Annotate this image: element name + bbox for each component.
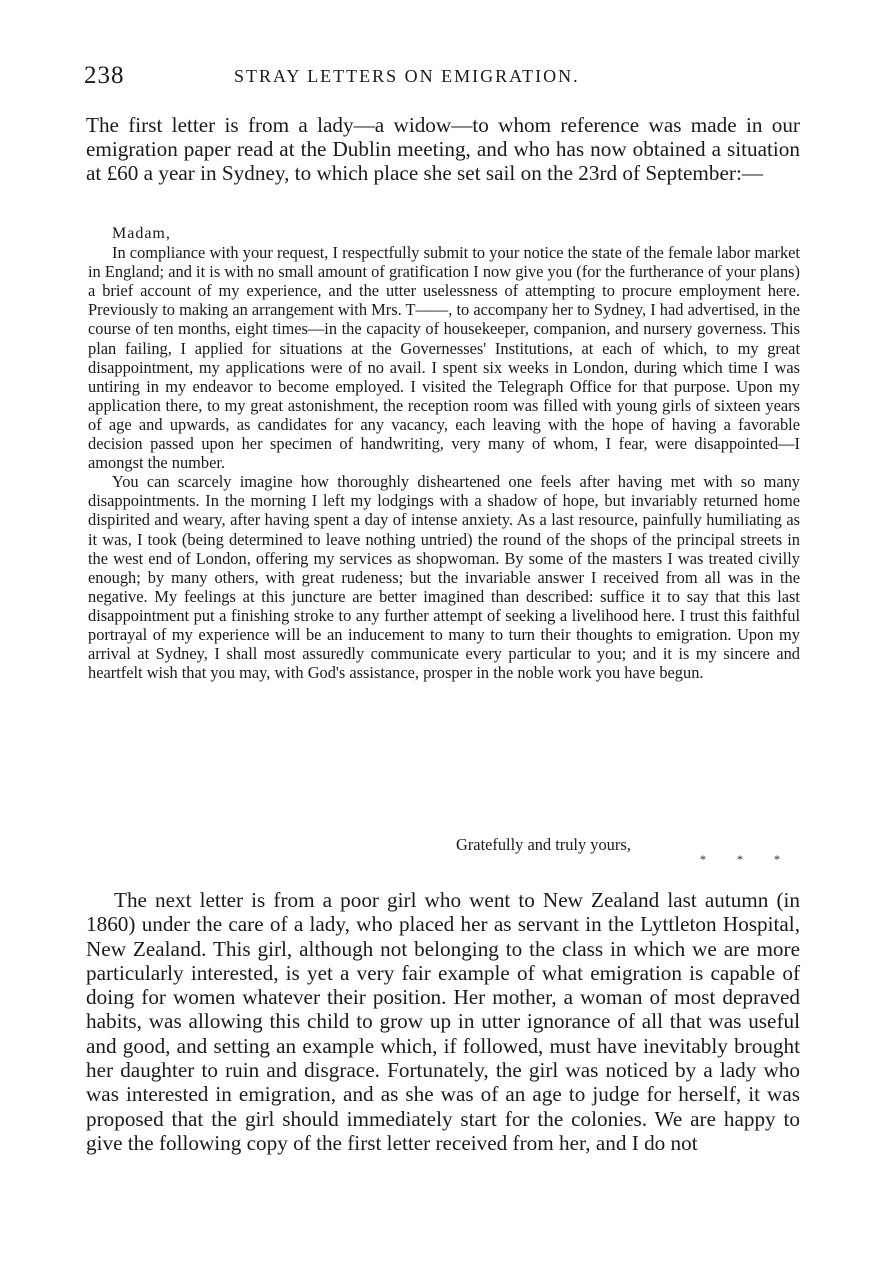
- letter-paragraph: In compliance with your request, I respectfully submit to your notice the state of the female labor market in England; and it is with no small amount of gratification I now give you (for the furtherance of your plans) a brief account of my experience, and the utter uselessness of attempting to procure employment here. Previously to making an arrangement with Mrs. T——, to accompany her to Sydney, I had advertised, in the course of ten months, eight times—in the capacity of housekeeper, companion, and nursery governess. This plan failing, I applied for situations at the Governesses' Institutions, at each of which, to my great disappointment, my applications were of no avail. I spent six weeks in London, during which time I was untiring in my endeavor to become employed. I visited the Telegraph Office for that purpose. Upon my application there, to my great astonishment, the reception room was filled with young girls of sixteen years of age and upwards, as candidates for any vacancy, each leaving with the hope of having a favorable decision passed upon her specimen of handwriting, very many of whom, I fear, were disappointed—I amongst the number.: [88, 243, 800, 473]
- running-title: STRAY LETTERS ON EMIGRATION.: [234, 66, 580, 86]
- letter-paragraph: You can scarcely imagine how thoroughly disheartened one feels after having met with so many disappointments. In the morning I left my lodgings with a shadow of hope, but invariably returned home dispirited and weary, after having spent a day of intense anxiety. As a last resource, painfully humiliating as it was, I took (being determined to leave nothing untried) the round of the shops of the principal streets in the west end of London, offering my services as shopwoman. By some of the masters I was treated civilly enough; by many others, with great rudeness; but the invariable answer I received from all was in the negative. My feelings at this juncture are better imagined than described: suffice it to say that this last disappointment put a finishing stroke to any further attempt of seeking a livelihood here. I trust this faithful portrayal of my experience will be an inducement to many to turn their thoughts to emigration. Upon my arrival at Sydney, I shall most assuredly communicate every particular to you; and it is my sincere and heartfelt wish that you may, with God's assistance, prosper in the noble work you have begun.: [88, 472, 800, 683]
- letter-salutation: Madam,: [112, 225, 171, 242]
- letter-body: [88, 224, 800, 682]
- outro-paragraph: The next letter is from a poor girl who went to New Zealand last autumn (in 1860) under the care of a lady, who placed her as servant in the Lyttleton Hospital, New Zealand. This girl, although not belonging to the class in which we are more particularly interested, is yet a very fair example of what emigration is capable of doing for women whatever their position. Her mother, a woman of most depraved habits, was allowing this child to grow up in utter ignorance of all that was useful and good, and setting an example which, if followed, must have inevitably brought her daughter to ruin and disgrace. Fortunately, the girl was noticed by a lady who was interested in emigration, and as she was of an age to judge for herself, it was proposed that the girl should immediately start for the colonies. We are happy to give the following copy of the first letter received from her, and I do not: [86, 888, 800, 1155]
- letter-signoff: Gratefully and truly yours,: [456, 835, 631, 854]
- page-number: 238: [84, 62, 125, 89]
- page-header: [84, 62, 804, 98]
- intro-paragraph: The first letter is from a lady—a widow—to whom reference was made in our emigration paper read at the Dublin meeting, and who has now obtained a situation at £60 a year in Sydney, to which place she set sail on the 23rd of September:—: [86, 113, 800, 185]
- section-asterisks: * * *: [700, 852, 794, 866]
